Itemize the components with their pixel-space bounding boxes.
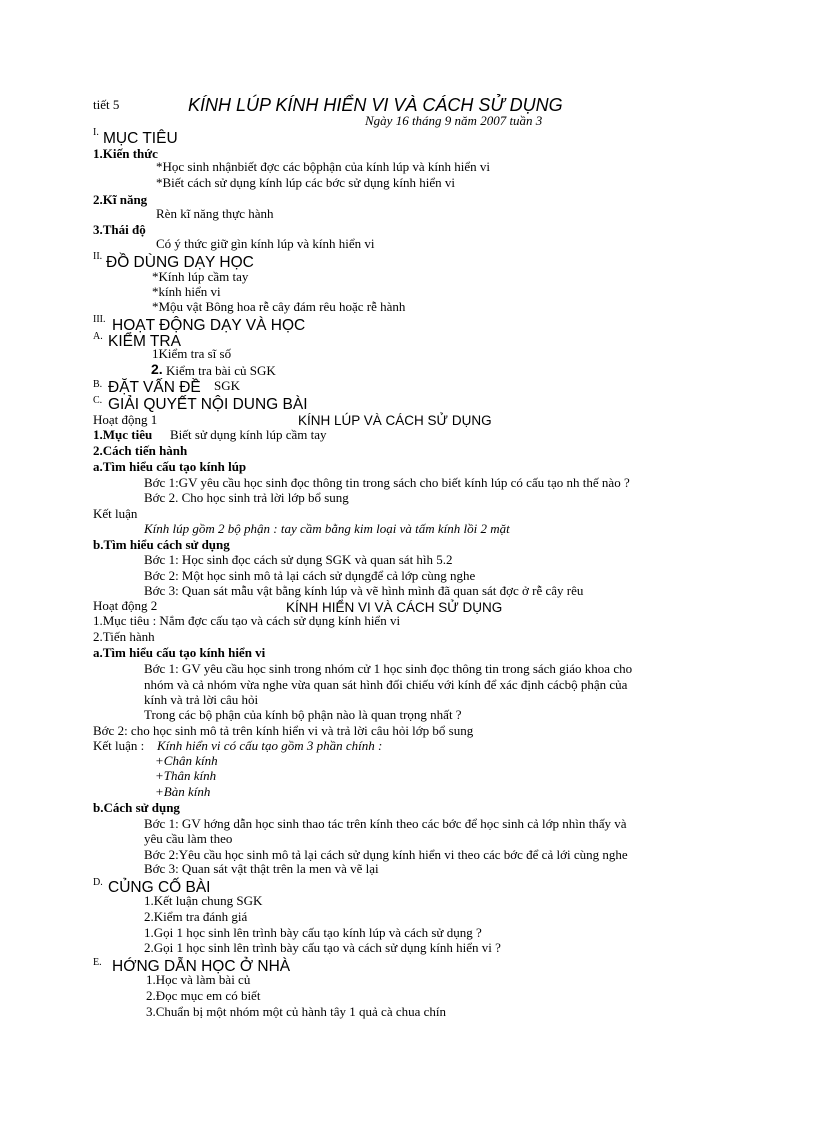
section-3-number: III. [93,314,106,325]
activity-1-method-heading: 2.Cách tiến hành [93,443,188,458]
section-2-title: ĐỒ DÙNG DẠY HỌC [106,254,254,271]
section-1-title: MỤC TIÊU [103,130,178,147]
page-title: KÍNH LÚP KÍNH HIỂN VI VÀ CÁCH SỬ DỤNG [188,95,563,115]
activity-2-step-a1-line2: nhóm và cả nhóm vừa nghe vừa quan sát hình đối chiếu với kính để xác định cácbộ phận của [144,677,628,692]
activity-1-title: KÍNH LÚP VÀ CÁCH SỬ DỤNG [298,413,492,428]
homework-item-1: 1.Học và làm bài củ [146,972,251,987]
activity-1-step-b3: Bớc 3: Quan sát mẫu vật bằng kính lúp và vẽ hình mình đã quan sát đợc ở rễ cây rêu [144,583,584,598]
activity-1-goal-text: Biết sử dụng kính lúp cầm tay [170,427,327,442]
lesson-date: Ngày 16 tháng 9 năm 2007 tuần 3 [365,113,543,128]
activity-1-step-b1: Bớc 1: Học sinh đọc cách sử dụng SGK và quan sát hìh 5.2 [144,552,453,567]
microscope-part-3: +Bàn kính [155,784,211,799]
activity-2-step-b1-line1: Bớc 1: GV hớng dẫn học sinh thao tác trên kính theo các bớc để học sinh cả lớp nhìn thấy và [144,816,627,831]
equipment-item-1: *Kính lúp cầm tay [152,269,249,284]
equipment-item-2: *kính hiển vi [152,284,221,299]
part-e-title: HỚNG DẪN HỌC Ở NHÀ [112,958,291,975]
attitude-item-1: Có ý thức giữ gìn kính lúp và kính hiển vi [156,236,375,251]
attitude-heading: 3.Thái độ [93,222,146,237]
activity-1-step-b2: Bớc 2: Một học sinh mô tả lại cách sử dụngđể cả lớp cùng nghe [144,568,476,583]
activity-1-part-a-heading: a.Tìm hiểu cấu tạo kính lúp [93,459,247,474]
activity-2-title: KÍNH HIỂN VI VÀ CÁCH SỬ DỤNG [286,600,503,615]
activity-2-part-b-heading: b.Cách sử dụng [93,800,180,815]
part-a-title: KIỂM TRA [108,333,181,350]
skill-item-1: Rèn kĩ năng thực hành [156,206,274,221]
activity-1-goal-heading: 1.Mục tiêu [93,427,153,442]
activity-2-step-b2: Bớc 2:Yêu cầu học sinh mô tả lại cách sử dụng kính hiển vi theo các bớc để cả lới cùng nghe [144,847,628,862]
skill-heading: 2.Kĩ năng [93,192,148,207]
check-item-2: Kiểm tra bài củ SGK [166,363,276,378]
activity-2-step-b3: Bớc 3: Quan sát vật thật trên la men và vẽ lại [144,861,379,876]
part-a-number: A. [93,331,103,342]
activity-1-step-a2: Bớc 2. Cho học sinh trả lời lớp bổ sung [144,490,349,505]
activity-1-conclusion-label: Kết luận [93,506,138,521]
check-item-2-number: 2. [151,361,163,377]
part-b-number: B. [93,379,103,390]
activity-2-step-a1-line1: Bớc 1: GV yêu cầu học sinh trong nhóm cử 1 học sinh đọc thông tin trong sách giáo khoa cho [144,661,633,676]
lesson-number: tiết 5 [93,97,120,112]
part-b-title: ĐẶT VẤN ĐỀ [108,379,201,396]
activity-1-step-a1: Bớc 1:GV yêu cầu học sinh đọc thông tin trong sách cho biết kính lúp có cấu tạo nh thế nào ? [144,475,630,490]
activity-1-conclusion-text: Kính lúp gồm 2 bộ phận : tay cầm bằng kim loại và tấm kính lồi 2 mặt [144,521,510,536]
activity-2-step-a2: Bớc 2: cho học sinh mô tả trên kính hiển vi và trả lời câu hỏi lớp bổ sung [93,723,474,738]
part-c-title: GIẢI QUYẾT NỘI DUNG BÀI [108,396,308,413]
section-2-number: II. [93,251,103,262]
activity-2-conclusion-text: Kính hiển vi có cấu tạo gồm 3 phần chính : [157,738,383,753]
homework-item-2: 2.Đọc mục em có biết [146,988,261,1003]
part-b-sgk: SGK [214,378,241,393]
knowledge-item-1: *Học sinh nhậnbiết đợc các bộphận của kính lúp và kính hiển vi [156,159,490,174]
section-3-title: HOẠT ĐỘNG DẠY VÀ HỌC [112,317,306,334]
activity-2-goal: 1.Mục tiêu : Nắm đợc cấu tạo và cách sử dụng kính hiển vi [93,613,401,628]
review-item-1: 1.Kết luận chung SGK [144,893,263,908]
activity-2-conclusion-label: Kết luận : [93,738,145,753]
section-1-number: I. [93,127,99,138]
activity-2-step-b1-line2: yêu cầu làm theo [144,831,233,846]
part-d-title: CỦNG CỐ BÀI [108,879,211,896]
homework-item-3: 3.Chuẩn bị một nhóm một củ hành tây 1 quả cà chua chín [146,1004,447,1019]
activity-2-step-a1-line3: kính và trả lời câu hỏi [144,692,259,707]
part-c-number: C. [93,395,103,406]
review-question-2: 2.Gọi 1 học sinh lên trình bày cấu tạo và cách sử dụng kính hiển vi ? [144,940,501,955]
activity-2-part-a-heading: a.Tìm hiểu cấu tạo kính hiển vi [93,645,266,660]
review-question-1: 1.Gọi 1 học sinh lên trình bày cấu tạo kính lúp và cách sử dụng ? [144,925,482,940]
equipment-item-3: *Mộu vật Bông hoa rễ cây đám rêu hoặc rễ hành [152,299,406,314]
check-item-1: 1Kiểm tra sĩ số [152,346,232,361]
activity-2-method: 2.Tiến hành [93,629,155,644]
knowledge-heading: 1.Kiến thức [93,146,158,161]
microscope-part-1: +Chân kính [155,753,218,768]
knowledge-item-2: *Biết cách sử dụng kính lúp các bớc sử dụng kính hiển vi [156,175,455,190]
activity-1-label: Hoạt động 1 [93,412,158,427]
activity-2-step-a1-line4: Trong các bộ phận của kính bộ phận nào là quan trọng nhất ? [144,707,462,722]
activity-1-part-b-heading: b.Tìm hiểu cách sử dụng [93,537,230,552]
microscope-part-2: +Thân kính [155,768,217,783]
review-item-2: 2.Kiểm tra đánh giá [144,909,248,924]
part-d-number: D. [93,877,103,888]
activity-2-label: Hoạt động 2 [93,598,158,613]
part-e-number: E. [93,957,102,968]
